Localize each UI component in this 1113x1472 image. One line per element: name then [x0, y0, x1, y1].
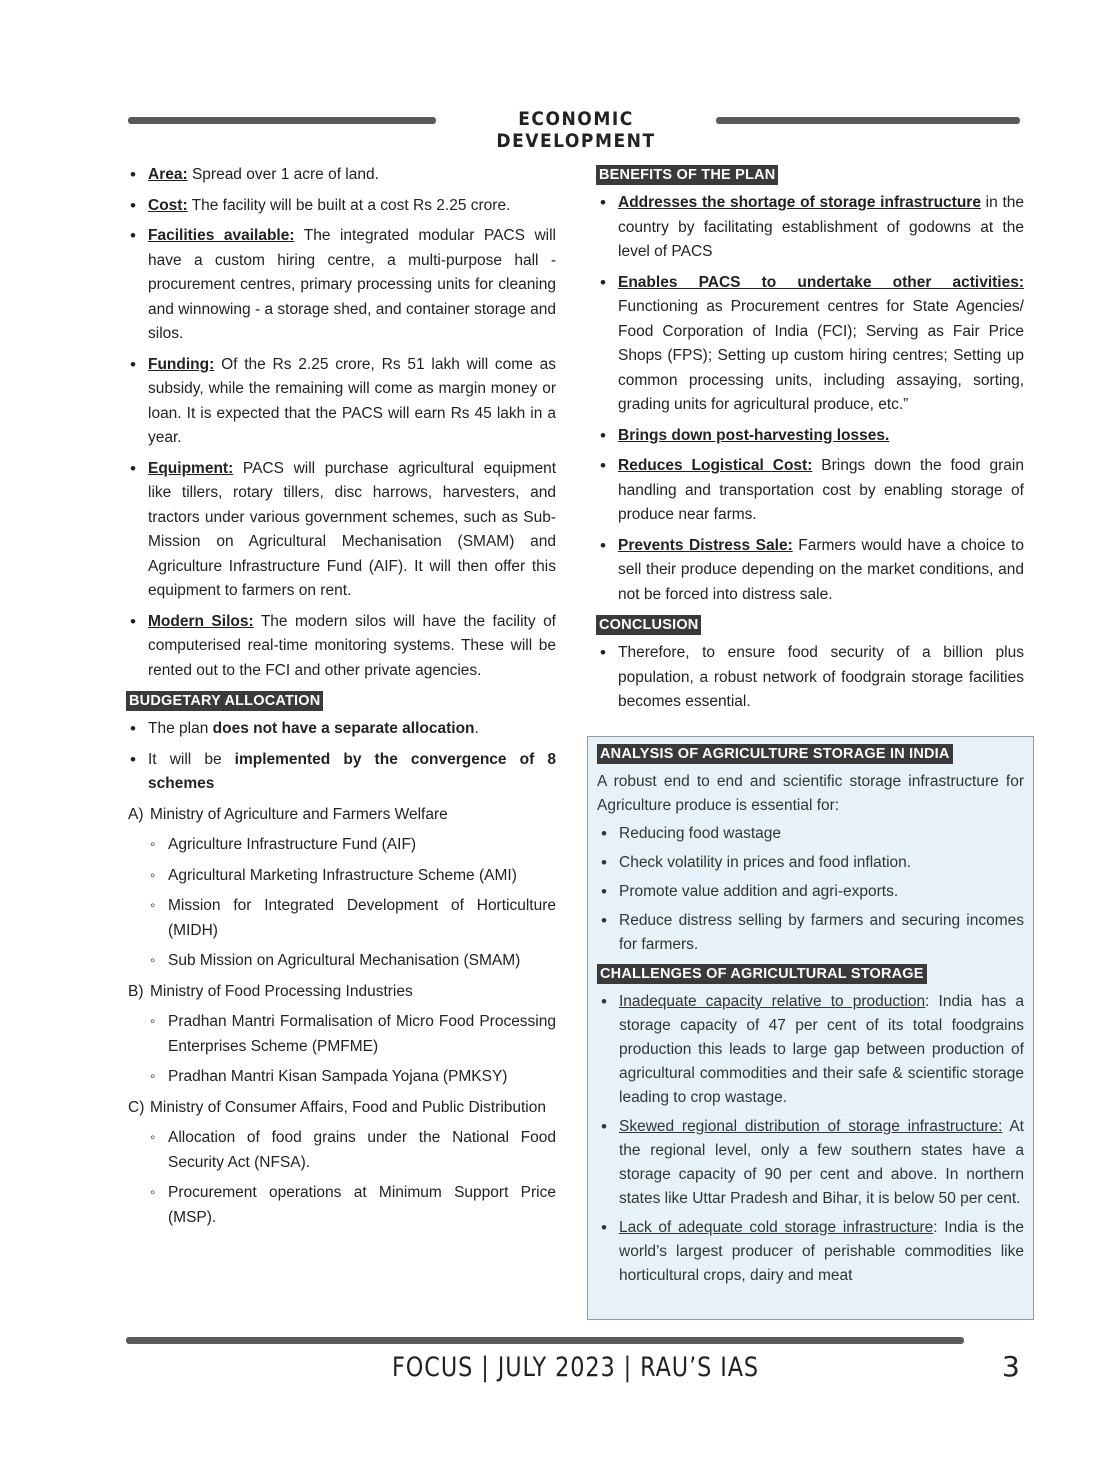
item-text: : India is the world’s largest producer of perishable commodities like horticultural crops, dairy and meat [619, 1219, 1024, 1284]
header-rule-right [716, 117, 1020, 124]
analysis-intro: A robust end to end and scientific storage infrastructure for Agriculture produce is essential for: [597, 773, 1024, 814]
item-text: Farmers would have a choice to sell their produce depending on the market conditions, and not be forced into distress sale. [618, 536, 1024, 603]
item-label: Enables PACS to undertake other activities: [618, 273, 1024, 291]
item-emphasis: does not have a separate allocation [212, 720, 475, 737]
analysis-box [587, 736, 1034, 1320]
budget-heading: BUDGETARY ALLOCATION [126, 691, 323, 711]
list-item: • Reducing food wastage [597, 822, 1024, 846]
list-item [126, 194, 556, 219]
list-item [597, 1216, 1024, 1288]
scheme-item: ◦ Agricultural Marketing Infrastructure Scheme (AMI) [146, 864, 556, 889]
left-column [126, 163, 556, 1236]
item-text: PACS will purchase agricultural equipment like tillers, rotary tillers, disc harrows, harvesters, and tractors under various government schemes, such as Sub-Mission on Agricultural Mechanisation (SMAM) and Agriculture Infrastructure Fund (AIF). It will then offer this equipment to farmers on rent. [148, 459, 556, 599]
scheme-item: ◦ Allocation of food grains under the National Food Security Act (NFSA). [146, 1126, 556, 1175]
challenges-heading: CHALLENGES OF AGRICULTURAL STORAGE [597, 964, 927, 984]
item-label: Lack of adequate cold storage infrastructure [619, 1219, 934, 1236]
list-item: • Check volatility in prices and food inflation. [597, 851, 1024, 875]
item-label: Inadequate capacity relative to production [619, 993, 926, 1010]
benefits-heading: BENEFITS OF THE PLAN [596, 165, 778, 185]
list-item [597, 990, 1024, 1110]
item-text: : India has a storage capacity of 47 per cent of its total foodgrains production this leads to large gap between production of agricultural commodities and their safe & scientific storage leading to crop wastage. [619, 993, 1024, 1106]
scheme-item: ◦ Procurement operations at Minimum Support Price (MSP). [146, 1181, 556, 1230]
section-title: ECONOMIC DEVELOPMENT [496, 108, 656, 152]
right-column [596, 163, 1024, 721]
item-text: Of the Rs 2.25 crore, Rs 51 lakh will come as subsidy, while the remaining will come as margin money or loan. It is expected that the PACS will earn Rs 45 lakh in a year. [148, 355, 556, 446]
item-label: Reduces Logistical Cost: [618, 457, 813, 474]
footer-rule [126, 1337, 964, 1344]
item-label: Facilities available: [148, 227, 295, 244]
analysis-heading: ANALYSIS OF AGRICULTURE STORAGE IN INDIA [597, 744, 953, 764]
scheme-list [126, 1010, 556, 1090]
ministry-letter: C) [128, 1098, 145, 1116]
item-label: Modern Silos: [148, 612, 254, 630]
item-label: Cost: [148, 196, 188, 214]
conclusion-list [596, 641, 1024, 715]
challenges-list [597, 990, 1024, 1288]
item-label: Skewed regional distribution of storage infrastructure: [619, 1118, 1003, 1135]
scheme-list [126, 1126, 556, 1230]
page-number: 3 [1002, 1350, 1020, 1383]
item-text: The modern silos will have the facility of computerised real-time monitoring systems. These will be rented out to the FCI and other private agencies. [148, 612, 556, 679]
item-label: Brings down post-harvesting losses. [618, 426, 890, 444]
page-header [0, 108, 1113, 152]
analysis-list [597, 822, 1024, 957]
item-text: The plan [148, 720, 213, 737]
ministry-name: Ministry of Consumer Affairs, Food and Public Distribution [150, 1098, 546, 1116]
list-item [126, 353, 556, 451]
ministry-name: Ministry of Agriculture and Farmers Welfare [150, 805, 448, 823]
ministry-letter: B) [128, 982, 144, 1000]
item-emphasis: implemented by the convergence of 8 schemes [148, 750, 556, 792]
ministry-name: Ministry of Food Processing Industries [150, 982, 413, 1000]
item-text: Spread over 1 acre of land. [187, 166, 379, 183]
item-text: . [474, 720, 479, 737]
list-item [597, 1115, 1024, 1211]
list-item [596, 454, 1024, 528]
scheme-list [126, 833, 556, 974]
list-item [126, 610, 556, 684]
list-item [596, 424, 1024, 449]
item-text: in the country by facilitating establishment of godowns at the level of PACS [618, 194, 1024, 260]
scheme-item: ◦ Pradhan Mantri Kisan Sampada Yojana (PMKSY) [146, 1065, 556, 1090]
conclusion-heading: CONCLUSION [596, 615, 701, 635]
list-item [596, 271, 1024, 418]
item-text: At the regional level, only a few southern states have a storage capacity of 90 per cent and above. In northern states like Uttar Pradesh and Bihar, it is below 50 per cent. [619, 1118, 1024, 1207]
item-label: Prevents Distress Sale: [618, 536, 793, 554]
list-item: • Therefore, to ensure food security of a billion plus population, a robust network of foodgrain storage facilities becomes essential. [596, 641, 1024, 715]
list-item: • Promote value addition and agri-exports. [597, 880, 1024, 904]
list-item [596, 191, 1024, 265]
scheme-item: ◦ Mission for Integrated Development of Horticulture (MIDH) [146, 894, 556, 943]
item-label: Equipment: [148, 459, 234, 477]
scheme-item: ◦ Agriculture Infrastructure Fund (AIF) [146, 833, 556, 858]
scheme-item: ◦ Pradhan Mantri Formalisation of Micro Food Processing Enterprises Scheme (PMFME) [146, 1010, 556, 1059]
list-item [596, 534, 1024, 608]
list-item [126, 224, 556, 347]
plan-features-list [126, 163, 556, 683]
header-rule-left [128, 117, 436, 124]
scheme-item: ◦ Sub Mission on Agricultural Mechanisation (SMAM) [146, 949, 556, 974]
footer-text: FOCUS | JULY 2023 | RAU’S IAS [392, 1352, 760, 1383]
item-text: It will be [148, 750, 235, 768]
ministry-letter: A) [128, 805, 144, 823]
ministry-b [126, 980, 556, 1005]
list-item: • Reduce distress selling by farmers and securing incomes for farmers. [597, 909, 1024, 957]
item-label: Area: [148, 166, 188, 183]
benefits-list [596, 191, 1024, 607]
item-text: Brings down the food grain handling and transportation cost by enabling storage of produce near farms. [618, 457, 1024, 523]
item-text: Functioning as Procurement centres for State Agencies/ Food Corporation of India (FCI); Serving as Fair Price Shops (FPS); Setting up custom hiring centres; Setting up common processing units, including assaying, sorting, grading units for agricultural produce, etc.” [618, 298, 1024, 413]
ministry-c [126, 1096, 556, 1121]
item-label: Funding: [148, 355, 215, 373]
list-item [126, 748, 556, 797]
item-text: The facility will be built at a cost Rs 2.25 crore. [187, 196, 511, 214]
ministry-a [126, 803, 556, 828]
list-item [126, 457, 556, 604]
item-text: The integrated modular PACS will have a custom hiring centre, a multi-purpose hall - procurement centres, primary processing units for cleaning and winnowing - a storage shed, and container storage and silos. [148, 227, 556, 342]
list-item [126, 163, 556, 188]
budget-list [126, 717, 556, 797]
item-label: Addresses the shortage of storage infrastructure [618, 194, 981, 211]
list-item [126, 717, 556, 742]
